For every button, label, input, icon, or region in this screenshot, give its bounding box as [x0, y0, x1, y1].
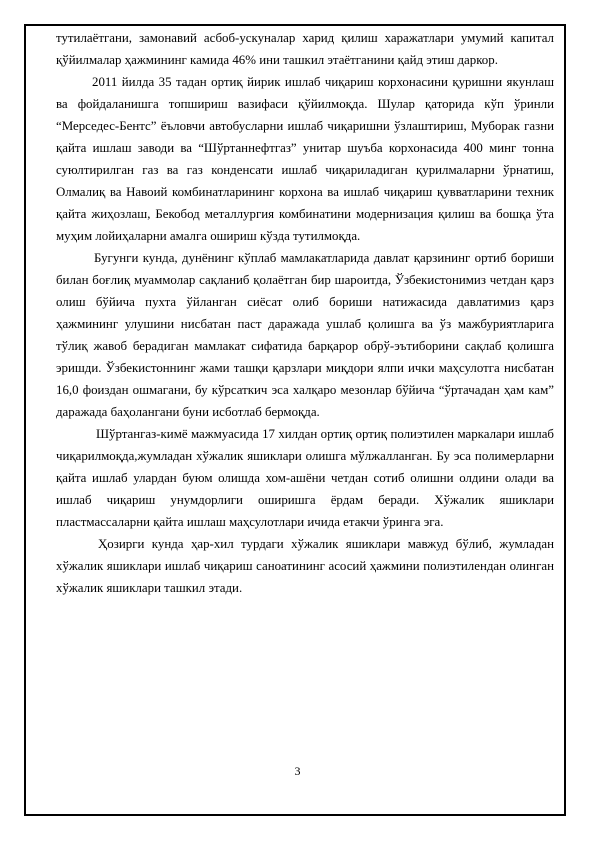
paragraph: Бугунги кунда, дунёнинг кўплаб мамлакатларида давлат қарзининг ортиб бориши билан боғлиқ муаммолар сақланиб қолаётган бир шароитда, Ўзбекистонимиз четдан қарз олиш бўйича пухта ўйланган сиёсат олиб бориши натижасида давлатимиз қарз ҳажмининг улушини нисбатан паст даражада ушлаб қолишга ва ўз мажбуриятларига тўлиқ жавоб берадиган мамлакат сифатида барқарор обрў-эътиборини сақлаб қолишга эришди. Ўзбекистоннинг жами ташқи қарзлари миқдори ялпи ички маҳсулотга нисбатан 16,0 фоиздан ошмагани, бу кўрсаткич эса халқаро мезонлар бўйича “ўртачадан ҳам кам” даражада баҳолангани буни исботлаб бермоқда.: [56, 251, 554, 419]
paragraph: 2011 йилда 35 тадан ортиқ йирик ишлаб чиқариш корхонасини қуришни якунлаш ва фойдаланишга топшириш вазифаси қўйилмоқда. Шулар қаторида кўп ўринли “Мерседес-Бентс” ёъловчи автобусларни ишлаб чиқаришни ўзлаштириш, Муборак газни қайта ишлаш заводи ва “Шўртаннефтгаз” унитар шуъба корхонасида 400 минг тонна суюлтирилган газ ва газ конденсати ишлаб чиқариладиган қурилмаларни ўрнатиш, Олмалиқ ва Навоий комбинатларининг корхона ва ишлаб чиқариш қувватларини техник қайта жиҳозлаш, Бекобод металлургия комбинатини модернизация қилиш ва бошқа ўта муҳим лойиҳаларни амалга ошириш кўзда тутилмоқда.: [56, 75, 554, 243]
page-number: 3: [294, 764, 301, 778]
paragraph: Ҳозирги кунда ҳар-хил турдаги хўжалик яшиклари мавжуд бўлиб, жумладан хўжалик яшиклари ишлаб чиқариш саноатининг асосий ҳажмини полиэтилендан олинган хўжалик яшиклари ташкил этади.: [56, 537, 554, 595]
document-body: [56, 27, 554, 599]
paragraph: тутилаётгани, замонавий асбоб-ускуналар харид қилиш харажатлари умумий капитал қўйилмалар ҳажмининг камида 46% ини ташкил этаётганини қайд этиш даркор.: [56, 31, 554, 67]
paragraph: Шўртангаз-кимё мажмуасида 17 хилдан ортиқ ортиқ полиэтилен маркалари ишлаб чиқарилмоқда,жумладан хўжалик яшиклари олишга мўлжалланган. Бу эса полимерларни қайта ишлаб улардан буюм олишда хом-ашёни четдан сотиб олишни олдини олади ва ишлаб чиқариш унумдорлиги оширишга ёрдам беради. Хўжалик яшиклари пластмассаларни қайта ишлаш маҳсулотлари ичида етакчи ўринга эга.: [56, 427, 554, 529]
